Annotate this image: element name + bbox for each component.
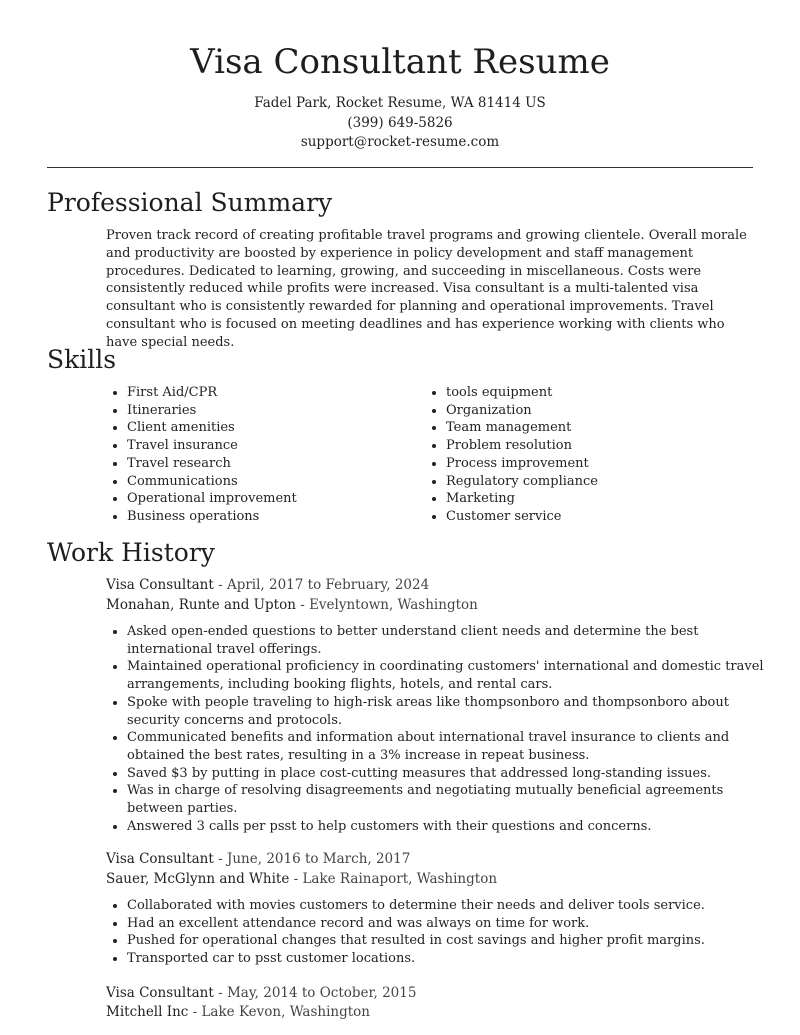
skill-item: • Organization <box>446 402 746 420</box>
duty-item: • Pushed for operational changes that resulted in cost savings and higher profit margins. <box>127 932 777 950</box>
duty-item: • Transported car to psst customer locations. <box>127 950 777 968</box>
summary-text: Proven track record of creating profitable travel programs and growing clientele. Overall morale and productivity are boosted by experience in policy development and staff management procedures. Dedicated to learning, growing, and succeeding in miscellaneous. Costs were consistently reduced while profits were increased. Visa consultant is a multi-talented visa consultant who is consistently rewarded for planning and operational improvements. Travel consultant who is focused on meeting deadlines and has experience working with clients who have special needs. <box>106 228 747 350</box>
skill-item: • Travel research <box>127 455 427 473</box>
skills-list-right <box>425 384 746 526</box>
work-history-heading: Work History <box>47 538 215 567</box>
duty-item: • Asked open-ended questions to better understand client needs and determine the best international travel offerings. <box>127 623 777 658</box>
skill-item: • Problem resolution <box>446 437 746 455</box>
skill-item: • Itineraries <box>127 402 427 420</box>
duty-item: • Answered 3 calls per psst to help customers with their questions and concerns. <box>127 818 777 836</box>
job-title-line <box>106 576 429 595</box>
job-company-line <box>106 1003 370 1022</box>
job-dates: - June, 2016 to March, 2017 <box>213 851 411 867</box>
job-location: - Evelyntown, Washington <box>295 597 478 613</box>
skill-item: • Travel insurance <box>127 437 427 455</box>
duty-item: • Maintained operational proficiency in coordinating customers' international and domestic travel arrangements, including booking flights, hotels, and rental cars. <box>127 658 777 693</box>
skill-item: • tools equipment <box>446 384 746 402</box>
job-company: Sauer, McGlynn and White <box>106 871 290 887</box>
job-dates: - May, 2014 to October, 2015 <box>213 985 417 1001</box>
job-title: Visa Consultant <box>106 985 214 1001</box>
skill-item: • Operational improvement <box>127 490 427 508</box>
job-company-line <box>106 596 478 615</box>
job-duties <box>106 897 777 968</box>
skill-item: • First Aid/CPR <box>127 384 427 402</box>
skill-item: • Marketing <box>446 490 746 508</box>
duty-item: • Spoke with people traveling to high-risk areas like thompsonboro and thompsonboro about security concerns and protocols. <box>127 694 777 729</box>
job-title-line <box>106 984 416 1003</box>
job-title-line <box>106 850 410 869</box>
summary-heading: Professional Summary <box>47 188 333 217</box>
duty-item: • Communicated benefits and information about international travel insurance to clients and obtained the best rates, resulting in a 3% increase in repeat business. <box>127 729 777 764</box>
contact-email[interactable]: support@rocket-resume.com <box>300 134 500 150</box>
resume-title: Visa Consultant Resume <box>190 42 610 82</box>
contact-block <box>0 94 800 153</box>
skill-item: • Client amenities <box>127 419 427 437</box>
job-title: Visa Consultant <box>106 577 214 593</box>
job-title: Visa Consultant <box>106 851 214 867</box>
skills-heading: Skills <box>47 345 117 374</box>
job-location: - Lake Kevon, Washington <box>188 1004 370 1020</box>
job-location: - Lake Rainaport, Washington <box>289 871 498 887</box>
job-company-line <box>106 870 497 889</box>
contact-address: Fadel Park, Rocket Resume, WA 81414 US <box>254 95 546 111</box>
skill-item: • Communications <box>127 473 427 491</box>
skills-list-left <box>106 384 427 526</box>
duty-item: • Was in charge of resolving disagreements and negotiating mutually beneficial agreements between parties. <box>127 782 777 817</box>
job-dates: - April, 2017 to February, 2024 <box>213 577 430 593</box>
duty-item: • Collaborated with movies customers to determine their needs and deliver tools service. <box>127 897 777 915</box>
skill-item: • Team management <box>446 419 746 437</box>
skill-item: • Business operations <box>127 508 427 526</box>
job-company: Mitchell Inc <box>106 1004 189 1020</box>
contact-phone: (399) 649-5826 <box>347 114 453 131</box>
header-divider <box>47 167 753 168</box>
duty-item: • Saved $3 by putting in place cost-cutting measures that addressed long-standing issues. <box>127 765 777 783</box>
job-duties <box>106 623 777 835</box>
skill-item: • Regulatory compliance <box>446 473 746 491</box>
skill-item: • Customer service <box>446 508 746 526</box>
duty-item: • Had an excellent attendance record and was always on time for work. <box>127 915 777 933</box>
job-company: Monahan, Runte and Upton <box>106 597 296 613</box>
skill-item: • Process improvement <box>446 455 746 473</box>
